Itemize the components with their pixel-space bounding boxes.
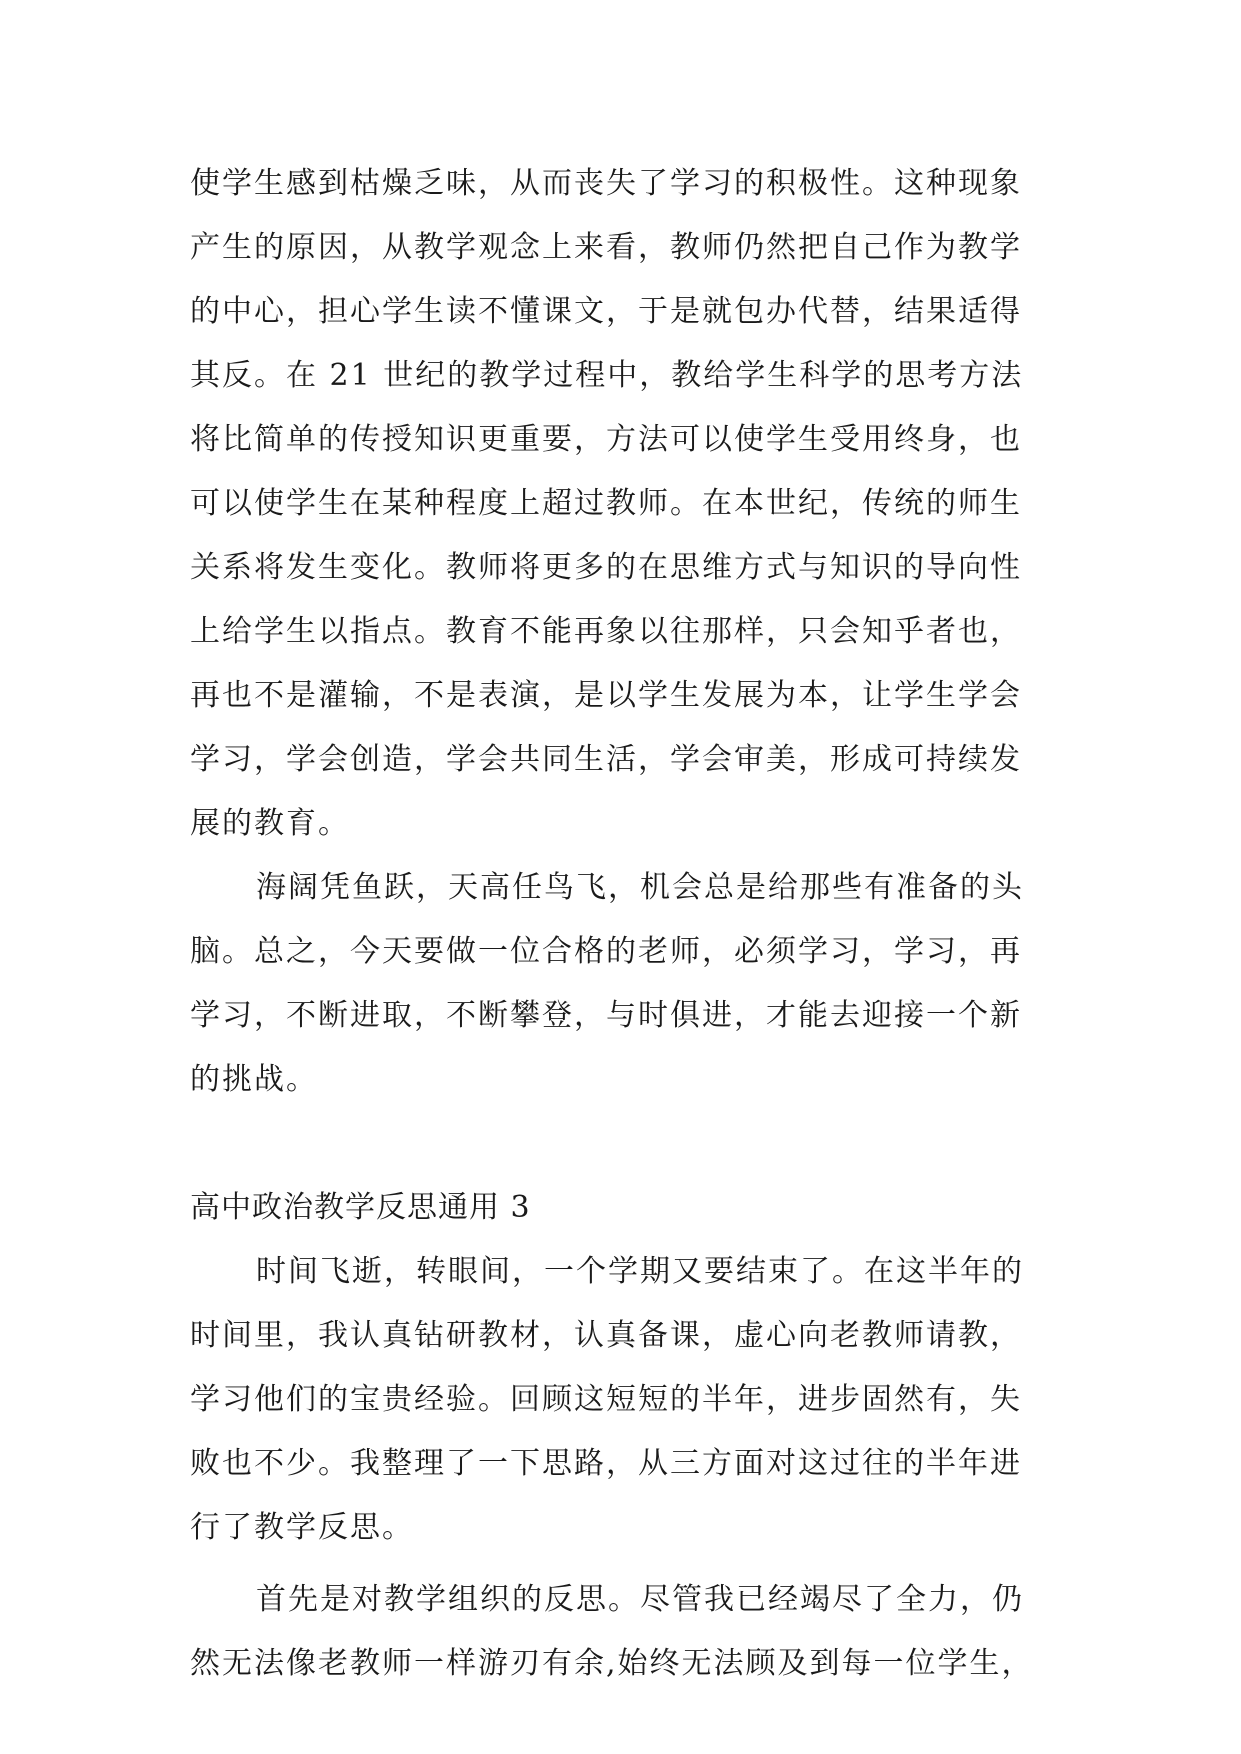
paragraph-1-line: 学习，学会创造，学会共同生活，学会审美，形成可持续发	[190, 742, 1022, 777]
paragraph-3-line: 时间飞逝，转眼间，一个学期又要结束了。在这半年的	[256, 1254, 1024, 1289]
paragraph-1-line: 可以使学生在某种程度上超过教师。在本世纪，传统的师生	[190, 486, 1022, 521]
paragraph-3-line: 学习他们的宝贵经验。回顾这短短的半年，进步固然有，失	[190, 1382, 1022, 1417]
paragraph-1-line: 将比简单的传授知识更重要，方法可以使学生受用终身，也	[190, 422, 1022, 457]
paragraph-1-line: 再也不是灌输，不是表演，是以学生发展为本，让学生学会	[190, 678, 1022, 713]
paragraph-2-line: 海阔凭鱼跃，天高任鸟飞，机会总是给那些有准备的头	[256, 870, 1024, 905]
paragraph-4-line: 首先是对教学组织的反思。尽管我已经竭尽了全力，仍	[256, 1582, 1024, 1617]
paragraph-4-line: 然无法像老教师一样游刃有余,始终无法顾及到每一位学生，	[190, 1646, 1034, 1681]
paragraph-1-line: 展的教育。	[190, 806, 350, 841]
paragraph-1-line: 上给学生以指点。教育不能再象以往那样，只会知乎者也，	[190, 614, 1022, 649]
section-heading: 高中政治教学反思通用 3	[190, 1190, 531, 1225]
paragraph-2-line: 的挑战。	[190, 1062, 318, 1097]
paragraph-1-line: 其反。在 21 世纪的教学过程中，教给学生科学的思考方法	[190, 358, 1024, 393]
paragraph-2-line: 学习，不断进取，不断攀登，与时俱进，才能去迎接一个新	[190, 998, 1022, 1033]
paragraph-2-line: 脑。总之，今天要做一位合格的老师，必须学习，学习，再	[190, 934, 1022, 969]
paragraph-3-line: 败也不少。我整理了一下思路，从三方面对这过往的半年进	[190, 1446, 1022, 1481]
paragraph-3-line: 行了教学反思。	[190, 1510, 414, 1545]
paragraph-1-line: 产生的原因，从教学观念上来看，教师仍然把自己作为教学	[190, 230, 1022, 265]
paragraph-1-line: 关系将发生变化。教师将更多的在思维方式与知识的导向性	[190, 550, 1022, 585]
paragraph-3-line: 时间里，我认真钻研教材，认真备课，虚心向老教师请教，	[190, 1318, 1022, 1353]
paragraph-1-line: 使学生感到枯燥乏味，从而丧失了学习的积极性。这种现象	[190, 166, 1022, 201]
paragraph-1-line: 的中心，担心学生读不懂课文，于是就包办代替，结果适得	[190, 294, 1022, 329]
